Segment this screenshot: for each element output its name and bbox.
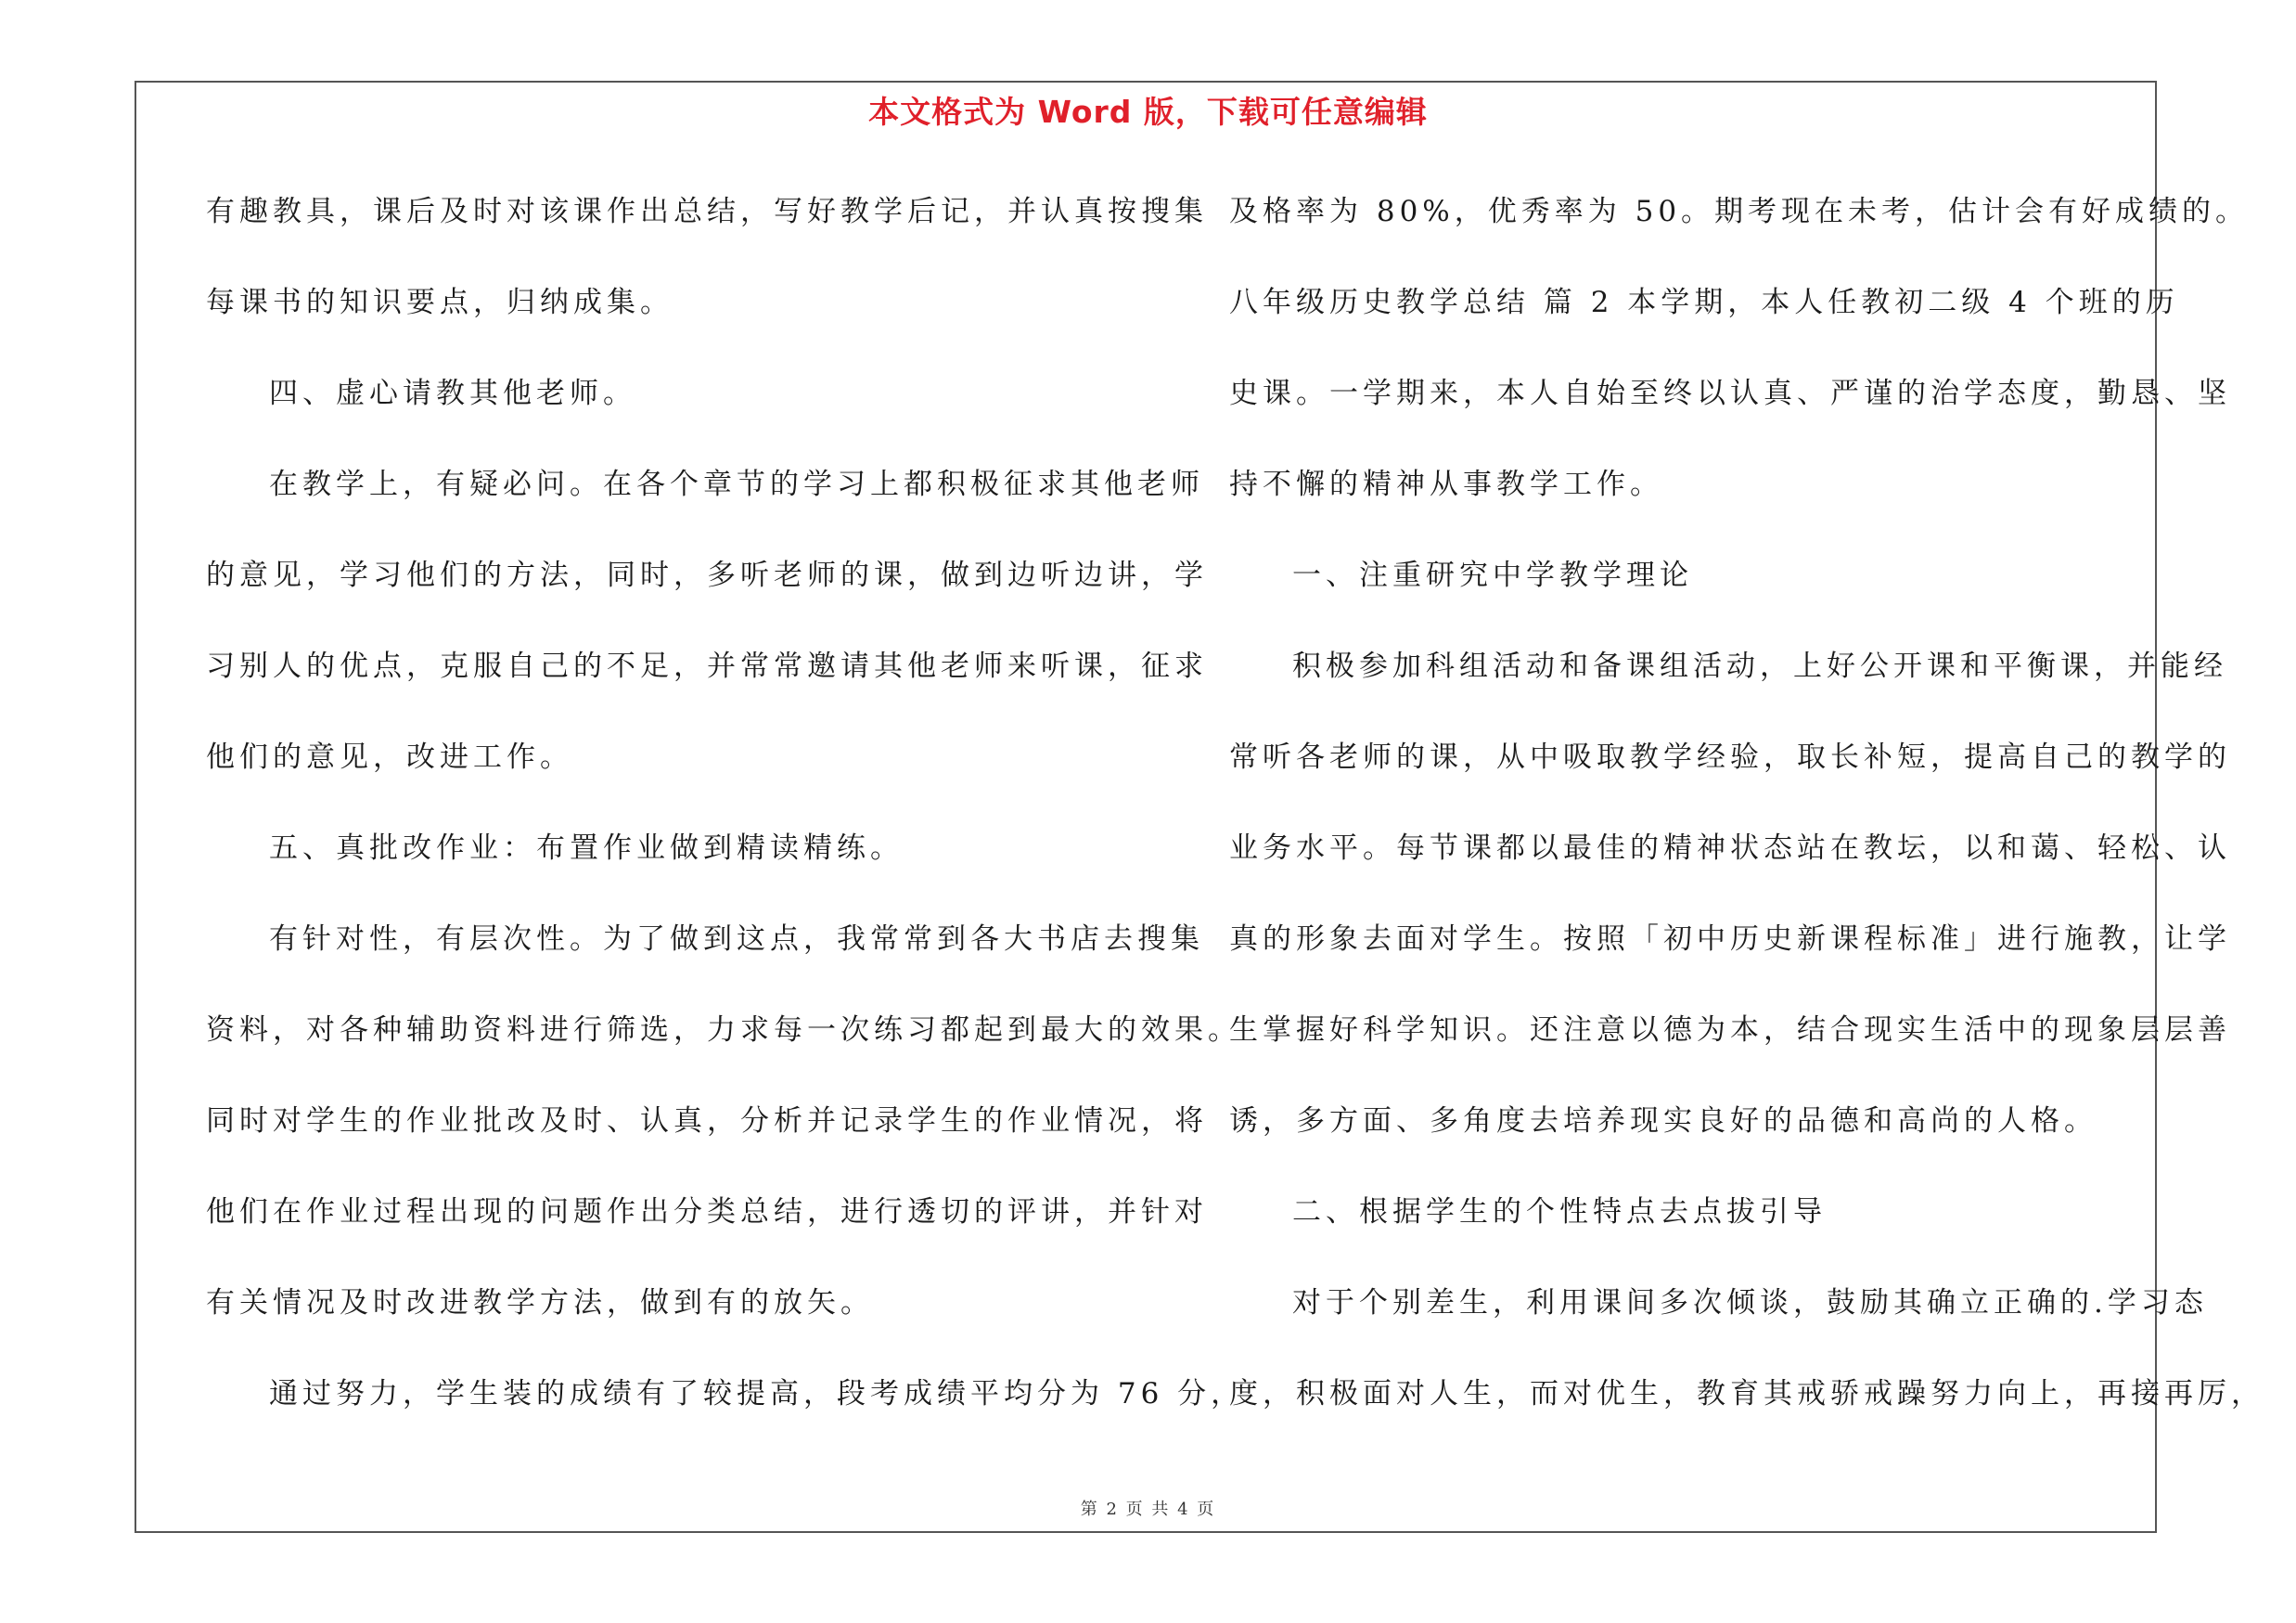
page-number-footer: 第 2 页 共 4 页 xyxy=(1080,1500,1216,1519)
text-line: 真的形象去面对学生。按照「初中历史新课程标准」进行施教，让学 xyxy=(1229,922,2231,956)
text-line: 同时对学生的作业批改及时、认真，分析并记录学生的作业情况，将 xyxy=(206,1104,1208,1138)
text-line: 他们的意见，改进工作。 xyxy=(206,741,573,774)
text-line: 每课书的知识要点，归纳成集。 xyxy=(206,286,673,319)
text-line: 八年级历史教学总结 篇 2 本学期，本人任教初二级 4 个班的历 xyxy=(1229,286,2179,319)
text-line: 诱，多方面、多角度去培养现实良好的品德和高尚的人格。 xyxy=(1229,1104,2097,1138)
text-line: 二、根据学生的个性特点去点拔引导 xyxy=(1292,1195,1827,1229)
text-line: 习别人的优点，克服自己的不足，并常常邀请其他老师来听课，征求 xyxy=(206,650,1208,683)
text-line: 有关情况及时改进教学方法，做到有的放矢。 xyxy=(206,1286,874,1320)
text-line: 及格率为 80%，优秀率为 50。期考现在未考，估计会有好成绩的。 xyxy=(1229,195,2250,228)
text-line: 史课。一学期来，本人自始至终以认真、严谨的治学态度，勤恳、坚 xyxy=(1229,377,2231,410)
text-line: 资料，对各种辅助资料进行筛选，力求每一次练习都起到最大的效果。 xyxy=(206,1013,1241,1047)
text-line: 的意见，学习他们的方法，同时，多听老师的课，做到边听边讲，学 xyxy=(206,559,1208,592)
left-text-column xyxy=(206,182,1245,1455)
text-line: 他们在作业过程出现的问题作出分类总结，进行透切的评讲，并针对 xyxy=(206,1195,1208,1229)
text-line: 积极参加科组活动和备课组活动，上好公开课和平衡课，并能经 xyxy=(1292,650,2227,683)
text-line: 通过努力，学生装的成绩有了较提高，段考成绩平均分为 76 分， xyxy=(269,1377,1245,1410)
text-line: 对于个别差生，利用课间多次倾谈，鼓励其确立正确的.学习态 xyxy=(1292,1286,2208,1320)
text-line: 持不懈的精神从事教学工作。 xyxy=(1229,468,1663,501)
text-line: 度，积极面对人生，而对优生，教育其戒骄戒躁努力向上，再接再厉， xyxy=(1229,1377,2264,1410)
text-line: 有趣教具，课后及时对该课作出总结，写好教学后记，并认真按搜集 xyxy=(206,195,1208,228)
text-line: 在教学上，有疑必问。在各个章节的学习上都积极征求其他老师 xyxy=(269,468,1204,501)
text-line: 业务水平。每节课都以最佳的精神状态站在教坛，以和蔼、轻松、认 xyxy=(1229,831,2231,865)
text-line: 生掌握好科学知识。还注意以德为本，结合现实生活中的现象层层善 xyxy=(1229,1013,2231,1047)
text-line: 有针对性，有层次性。为了做到这点，我常常到各大书店去搜集 xyxy=(269,922,1204,956)
word-format-banner: 本文格式为 Word 版，下载可任意编辑 xyxy=(868,94,1428,130)
text-line: 四、虚心请教其他老师。 xyxy=(269,377,636,410)
right-text-column xyxy=(1229,182,2264,1455)
text-line: 常听各老师的课，从中吸取教学经验，取长补短，提高自己的教学的 xyxy=(1229,741,2231,774)
text-line: 一、注重研究中学教学理论 xyxy=(1292,559,1693,592)
text-line: 五、真批改作业：布置作业做到精读精练。 xyxy=(269,831,904,865)
